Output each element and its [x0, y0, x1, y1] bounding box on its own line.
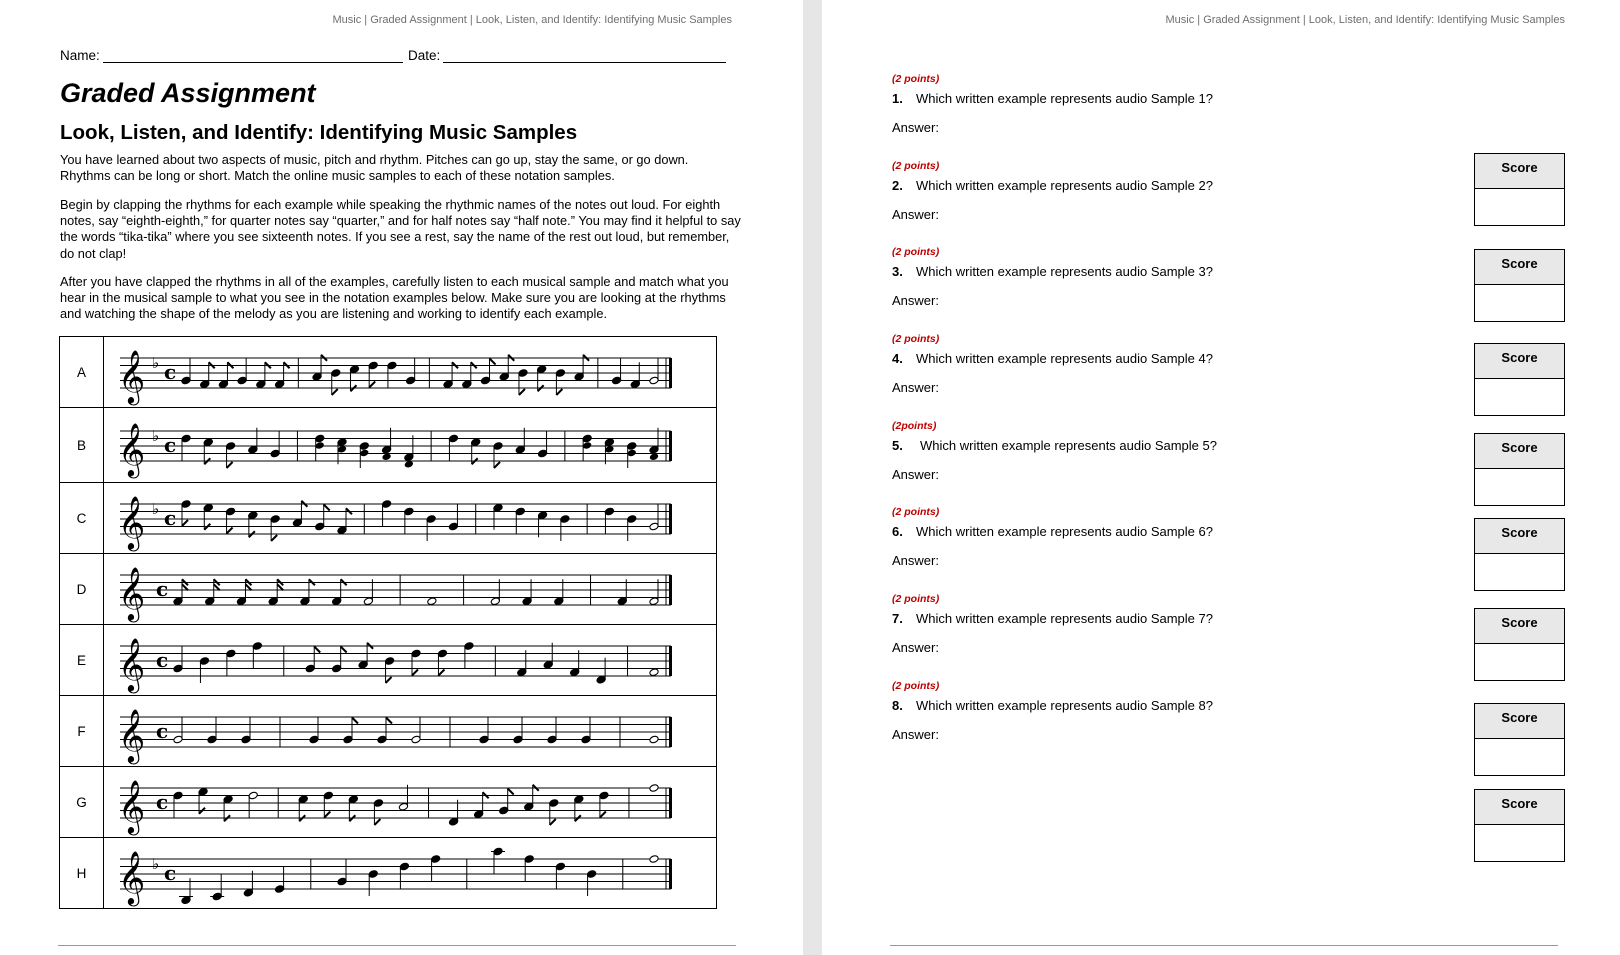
notation-staff: [104, 408, 717, 483]
date-line[interactable]: [443, 62, 726, 63]
question-points: (2 points): [892, 160, 940, 172]
note-flag: [227, 462, 233, 468]
score-box[interactable]: [1474, 518, 1565, 591]
note-flag: [490, 358, 496, 364]
notation-example-row: [60, 337, 717, 408]
score-box[interactable]: [1474, 343, 1565, 416]
notation-staff: [104, 554, 717, 625]
treble-clef-icon: 𝄞: [118, 707, 146, 762]
question-points: (2points): [892, 420, 937, 432]
score-label: Score: [1475, 519, 1564, 554]
note-flag: [438, 669, 444, 675]
question-number: 1.: [892, 91, 903, 106]
example-label: E: [60, 625, 104, 696]
note-flag: [369, 381, 375, 387]
example-label: B: [60, 408, 104, 483]
question-text: Which written example represents audio Sample 1?: [916, 91, 1213, 106]
notation-staff: [104, 696, 717, 767]
notation-example-row: [60, 408, 717, 483]
final-barline-thick: [669, 717, 672, 747]
music-staff-svg: [104, 626, 716, 695]
note-flag: [519, 389, 525, 395]
running-header: Music | Graded Assignment | Look, Listen, and Identify: Identifying Music Samples: [332, 14, 732, 26]
question-points: (2 points): [892, 246, 940, 258]
score-box[interactable]: [1474, 703, 1565, 776]
key-flat-icon: ♭: [152, 353, 160, 372]
question-points: (2 points): [892, 333, 940, 345]
final-barline-thick: [669, 646, 672, 676]
note-flag: [494, 462, 500, 468]
score-box[interactable]: [1474, 433, 1565, 506]
question-number: 8.: [892, 698, 903, 713]
example-label: C: [60, 483, 104, 554]
note-flag: [271, 535, 277, 541]
notation-staff: [104, 767, 717, 838]
notation-example-row: [60, 838, 717, 909]
common-time-signature: c: [156, 647, 169, 672]
answer-label: Answer:: [892, 640, 939, 655]
note-flag: [332, 389, 338, 395]
date-label: Date:: [408, 48, 441, 63]
score-label: Score: [1475, 250, 1564, 285]
music-staff-svg: [104, 484, 716, 553]
example-label: A: [60, 337, 104, 408]
note-flag: [352, 717, 358, 723]
note-head: [649, 667, 659, 676]
score-box[interactable]: [1474, 249, 1565, 322]
answer-label: Answer:: [892, 207, 939, 222]
treble-clef-icon: 𝄞: [118, 849, 146, 904]
treble-clef-icon: 𝄞: [118, 636, 146, 691]
common-time-signature: c: [156, 789, 169, 814]
common-time-signature: c: [164, 505, 177, 530]
answer-label: Answer:: [892, 293, 939, 308]
question-text: Which written example represents audio Sample 5?: [920, 438, 1217, 453]
question-text: Which written example represents audio Sample 4?: [916, 351, 1213, 366]
page-right: [822, 0, 1620, 955]
note-flag: [600, 811, 606, 817]
note-flag: [412, 669, 418, 675]
note-flag: [508, 788, 514, 794]
common-time-signature: c: [164, 860, 177, 885]
name-line[interactable]: [103, 62, 403, 63]
notation-example-row: [60, 554, 717, 625]
music-staff-svg: [104, 768, 716, 837]
question-number: 4.: [892, 351, 903, 366]
intro-paragraph: You have learned about two aspects of music, pitch and rhythm. Pitches can go up, stay the same, or go down. Rhythms can be long or short. Match the online music samples to each of these notation samples.: [60, 152, 689, 184]
page-left: [0, 0, 803, 955]
note-head: [649, 735, 659, 744]
question-points: (2 points): [892, 506, 940, 518]
notation-example-row: [60, 625, 717, 696]
question-text: Which written example represents audio Sample 6?: [916, 524, 1213, 539]
page-subtitle: Look, Listen, and Identify: Identifying Music Samples: [60, 121, 578, 144]
common-time-signature: c: [164, 432, 177, 457]
notation-example-row: [60, 696, 717, 767]
note-flag: [556, 389, 562, 395]
question-points: (2 points): [892, 593, 940, 605]
score-box[interactable]: [1474, 789, 1565, 862]
listening-paragraph: After you have clapped the rhythms in all of the examples, carefully listen to each musical sample and match what you hear in the musical sample to what you see in the notation examples below. Make sure you are looking at the rhythms and watching the shape of the melody as you are listening and working to identify each example.: [60, 274, 729, 322]
score-label: Score: [1475, 154, 1564, 189]
question-number: 3.: [892, 264, 903, 279]
music-staff-svg: [104, 338, 716, 407]
question-number: 6.: [892, 524, 903, 539]
note-head: [649, 854, 659, 863]
notation-example-row: [60, 483, 717, 554]
notation-staff: [104, 625, 717, 696]
answer-label: Answer:: [892, 380, 939, 395]
answer-label: Answer:: [892, 467, 939, 482]
music-staff-svg: [104, 555, 716, 624]
notation-examples-table: [59, 336, 717, 909]
note-flag: [314, 646, 320, 652]
key-flat-icon: ♭: [152, 426, 160, 445]
note-flag: [550, 819, 556, 825]
notation-staff: [104, 838, 717, 909]
final-barline-thick: [669, 504, 672, 534]
treble-clef-icon: 𝄞: [118, 421, 146, 476]
treble-clef-icon: 𝄞: [118, 565, 146, 620]
score-label: Score: [1475, 790, 1564, 825]
note-flag: [341, 646, 347, 652]
example-label: G: [60, 767, 104, 838]
note-flag: [386, 677, 392, 683]
music-staff-svg: [104, 697, 716, 766]
common-time-signature: c: [164, 359, 177, 384]
question-points: (2 points): [892, 680, 940, 692]
example-label: F: [60, 696, 104, 767]
final-barline-thick: [669, 575, 672, 605]
page-title: Graded Assignment: [60, 78, 316, 108]
score-box[interactable]: [1474, 153, 1565, 226]
score-label: Score: [1475, 704, 1564, 739]
question-text: Which written example represents audio Sample 8?: [916, 698, 1213, 713]
question-number: 2.: [892, 178, 903, 193]
key-flat-icon: ♭: [152, 499, 160, 518]
answer-label: Answer:: [892, 553, 939, 568]
note-flag: [324, 811, 330, 817]
music-staff-svg: [104, 409, 716, 482]
example-label: D: [60, 554, 104, 625]
treble-clef-icon: 𝄞: [118, 348, 146, 403]
score-box[interactable]: [1474, 608, 1565, 681]
final-barline-thick: [669, 788, 672, 818]
instructions-paragraph: Begin by clapping the rhythms for each example while speaking the rhythmic names of the notes out loud. For eighth notes, say “eighth-eighth,” for quarter notes say “quarter,” and for half notes say “half note.” You may find it helpful to say the words “tika-tika” where you see sixteenth notes. If you see a rest, say the name of the rest out loud, but remember, do not clap!: [60, 197, 741, 261]
note-flag: [374, 819, 380, 825]
treble-clef-icon: 𝄞: [118, 778, 146, 833]
note-flag: [182, 520, 188, 526]
question-text: Which written example represents audio Sample 7?: [916, 611, 1213, 626]
note-head: [649, 783, 659, 792]
common-time-signature: c: [156, 718, 169, 743]
question-number: 5.: [892, 438, 903, 453]
answer-label: Answer:: [892, 120, 939, 135]
final-barline-thick: [669, 431, 672, 461]
final-barline-thick: [669, 358, 672, 388]
page-bottom-rule: [58, 945, 736, 946]
music-staff-svg: [104, 839, 716, 908]
notation-staff: [104, 483, 717, 554]
notation-example-row: [60, 767, 717, 838]
final-barline-thick: [669, 859, 672, 889]
question-number: 7.: [892, 611, 903, 626]
notation-staff: [104, 337, 717, 408]
score-label: Score: [1475, 344, 1564, 379]
question-text: Which written example represents audio Sample 3?: [916, 264, 1213, 279]
example-label: H: [60, 838, 104, 909]
key-flat-icon: ♭: [152, 854, 160, 873]
question-points: (2 points): [892, 73, 940, 85]
running-header-right: Music | Graded Assignment | Look, Listen, and Identify: Identifying Music Samples: [1165, 14, 1565, 26]
common-time-signature: c: [156, 576, 169, 601]
answer-label: Answer:: [892, 727, 939, 742]
note-flag: [227, 527, 233, 533]
question-text: Which written example represents audio Sample 2?: [916, 178, 1213, 193]
page-bottom-rule-right: [890, 945, 1558, 946]
score-label: Score: [1475, 609, 1564, 644]
note-flag: [324, 504, 330, 510]
note-flag: [386, 717, 392, 723]
score-label: Score: [1475, 434, 1564, 469]
note-head: [427, 596, 437, 605]
treble-clef-icon: 𝄞: [118, 494, 146, 549]
name-label: Name:: [60, 48, 100, 63]
